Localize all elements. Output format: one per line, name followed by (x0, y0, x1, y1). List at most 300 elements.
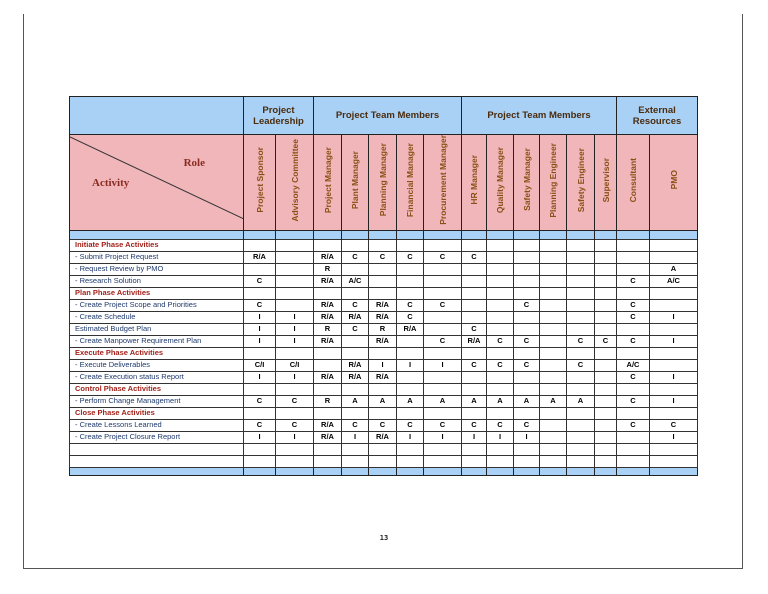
raci-cell (244, 263, 276, 275)
group-leadership: Project Leadership (244, 97, 314, 135)
raci-cell: C (342, 251, 369, 263)
raci-cell (462, 299, 487, 311)
role-name: Project Sponsor (254, 147, 265, 213)
raci-cell (514, 407, 540, 419)
role-name: Project Manager (322, 146, 333, 213)
spacer-cell (567, 230, 595, 239)
raci-cell: C (487, 419, 514, 431)
raci-cell (595, 395, 617, 407)
raci-cell (595, 347, 617, 359)
raci-cell (650, 239, 698, 251)
raci-body (70, 239, 698, 443)
raci-cell: R (369, 323, 397, 335)
raci-cell (244, 347, 276, 359)
raci-cell (342, 407, 369, 419)
activity-label: - Create Execution status Report (70, 371, 244, 383)
activity-row (70, 251, 698, 263)
raci-cell: R/A (369, 371, 397, 383)
raci-cell: I (369, 359, 397, 371)
raci-cell (514, 263, 540, 275)
raci-cell: A (342, 395, 369, 407)
raci-cell (540, 431, 567, 443)
raci-cell (462, 371, 487, 383)
raci-cell: A (487, 395, 514, 407)
raci-cell (595, 251, 617, 263)
raci-cell: C (397, 251, 424, 263)
raci-cell (567, 383, 595, 395)
raci-cell: C (617, 371, 650, 383)
raci-cell: R/A (314, 311, 342, 323)
raci-cell (514, 311, 540, 323)
raci-cell (617, 431, 650, 443)
raci-cell (540, 311, 567, 323)
raci-cell: C (462, 251, 487, 263)
raci-cell (617, 407, 650, 419)
raci-cell: C (595, 335, 617, 347)
raci-cell (567, 287, 595, 299)
raci-cell (276, 263, 314, 275)
raci-cell: I (397, 359, 424, 371)
activity-label: - Execute Deliverables (70, 359, 244, 371)
raci-cell: C (514, 419, 540, 431)
raci-cell (487, 347, 514, 359)
raci-cell (424, 239, 462, 251)
activity-label: - Create Schedule (70, 311, 244, 323)
raci-cell: I (244, 323, 276, 335)
raci-cell: I (276, 335, 314, 347)
spacer-cell (369, 230, 397, 239)
raci-cell (567, 347, 595, 359)
raci-cell (276, 347, 314, 359)
raci-cell: I (276, 311, 314, 323)
phase-label: Control Phase Activities (70, 383, 244, 395)
raci-cell (424, 407, 462, 419)
raci-cell: I (244, 335, 276, 347)
raci-cell (424, 311, 462, 323)
raci-cell (314, 359, 342, 371)
raci-cell: R (314, 395, 342, 407)
raci-cell: C (462, 323, 487, 335)
raci-cell (487, 323, 514, 335)
raci-cell (540, 239, 567, 251)
raci-cell: A (462, 395, 487, 407)
activity-row (70, 395, 698, 407)
raci-cell (369, 239, 397, 251)
raci-cell (462, 311, 487, 323)
activity-label: - Request Review by PMO (70, 263, 244, 275)
raci-cell (567, 251, 595, 263)
phase-label: Plan Phase Activities (70, 287, 244, 299)
raci-cell (369, 347, 397, 359)
raci-cell (514, 383, 540, 395)
raci-cell: I (342, 431, 369, 443)
raci-cell: A (424, 395, 462, 407)
raci-cell: I (276, 323, 314, 335)
raci-cell: R/A (342, 311, 369, 323)
raci-cell (540, 275, 567, 287)
spacer-cell (70, 230, 244, 239)
raci-cell (342, 287, 369, 299)
raci-cell (595, 407, 617, 419)
raci-cell: R/A (369, 311, 397, 323)
raci-cell (487, 311, 514, 323)
raci-cell (540, 347, 567, 359)
raci-cell (514, 323, 540, 335)
raci-cell (397, 347, 424, 359)
raci-cell (462, 407, 487, 419)
raci-cell: R/A (314, 251, 342, 263)
raci-cell (487, 299, 514, 311)
page-number: 13 (379, 534, 389, 542)
raci-cell (650, 359, 698, 371)
raci-cell (487, 287, 514, 299)
raci-cell: C (342, 419, 369, 431)
role-name: PMO (668, 170, 679, 190)
raci-cell (397, 407, 424, 419)
raci-cell: A/C (617, 359, 650, 371)
raci-cell (462, 383, 487, 395)
raci-cell (276, 287, 314, 299)
raci-cell (617, 383, 650, 395)
raci-cell: R/A (314, 335, 342, 347)
raci-cell (567, 299, 595, 311)
raci-cell: C (276, 395, 314, 407)
raci-cell (369, 287, 397, 299)
raci-cell (617, 323, 650, 335)
raci-cell: C (276, 419, 314, 431)
raci-cell (540, 359, 567, 371)
role-header (487, 135, 514, 231)
raci-cell (397, 275, 424, 287)
group-header-row (70, 97, 698, 135)
role-header (514, 135, 540, 231)
phase-row (70, 239, 698, 251)
activity-label: - Research Solution (70, 275, 244, 287)
phase-label: Close Phase Activities (70, 407, 244, 419)
raci-cell: R/A (342, 371, 369, 383)
raci-cell (595, 419, 617, 431)
raci-cell: C (462, 359, 487, 371)
raci-cell (540, 419, 567, 431)
role-header (369, 135, 397, 231)
group-external: External Resources (617, 97, 698, 135)
role-name: Supervisor (600, 157, 611, 203)
raci-cell: I (514, 431, 540, 443)
raci-cell: I (462, 431, 487, 443)
raci-cell: C (462, 419, 487, 431)
raci-cell: I (650, 335, 698, 347)
raci-cell (244, 287, 276, 299)
raci-cell: R/A (314, 431, 342, 443)
raci-cell (244, 239, 276, 251)
role-name: Planning Manager (377, 143, 388, 217)
spacer-cell (397, 230, 424, 239)
activity-label: - Submit Project Request (70, 251, 244, 263)
raci-cell (567, 431, 595, 443)
raci-cell (540, 407, 567, 419)
raci-cell (540, 299, 567, 311)
raci-cell (650, 347, 698, 359)
spacer-cell (514, 230, 540, 239)
activity-row (70, 359, 698, 371)
raci-cell: I (244, 431, 276, 443)
role-name: Safety Manager (521, 148, 532, 212)
raci-cell (276, 239, 314, 251)
spacer-cell (540, 230, 567, 239)
raci-cell: A (397, 395, 424, 407)
raci-cell (369, 263, 397, 275)
spacer-cell (487, 230, 514, 239)
role-header (314, 135, 342, 231)
activity-row (70, 299, 698, 311)
raci-cell (567, 311, 595, 323)
raci-cell (487, 383, 514, 395)
raci-cell (424, 263, 462, 275)
raci-cell: R/A (314, 275, 342, 287)
raci-cell (514, 239, 540, 251)
raci-cell (595, 263, 617, 275)
activity-label: - Create Manpower Requirement Plan (70, 335, 244, 347)
raci-matrix (69, 96, 698, 476)
raci-cell (540, 383, 567, 395)
raci-cell (369, 407, 397, 419)
role-header (595, 135, 617, 231)
raci-cell: C (369, 419, 397, 431)
raci-cell (342, 263, 369, 275)
raci-cell (617, 287, 650, 299)
raci-cell: C (424, 419, 462, 431)
raci-cell (424, 383, 462, 395)
raci-cell (397, 263, 424, 275)
raci-cell (276, 383, 314, 395)
activity-label: - Perform Change Management (70, 395, 244, 407)
role-name: Safety Engineer (575, 147, 586, 212)
raci-cell: R/A (462, 335, 487, 347)
blank-row (70, 455, 698, 467)
activity-row (70, 263, 698, 275)
role-name: Procurement Manager (437, 135, 448, 225)
raci-cell (540, 251, 567, 263)
raci-cell: A (567, 395, 595, 407)
raci-cell: C (397, 419, 424, 431)
raci-cell (314, 407, 342, 419)
raci-cell: R/A (369, 335, 397, 347)
activity-label: - Create Project Scope and Priorities (70, 299, 244, 311)
raci-cell (397, 371, 424, 383)
activity-role-corner (70, 135, 244, 231)
raci-cell (397, 287, 424, 299)
raci-cell: C (514, 299, 540, 311)
raci-cell (314, 383, 342, 395)
raci-cell (462, 239, 487, 251)
header-spacer-row (70, 230, 698, 239)
raci-cell (487, 251, 514, 263)
role-name: Advisory Committee (289, 138, 300, 222)
raci-cell: A (650, 263, 698, 275)
raci-cell: R/A (342, 359, 369, 371)
raci-cell: C (617, 275, 650, 287)
raci-cell (244, 407, 276, 419)
activity-row (70, 323, 698, 335)
raci-cell: I (650, 311, 698, 323)
activity-row (70, 335, 698, 347)
raci-cell: I (424, 431, 462, 443)
spacer-cell (424, 230, 462, 239)
role-name: Financial Manager (405, 142, 415, 217)
raci-cell: A (369, 395, 397, 407)
raci-cell (567, 239, 595, 251)
group-team-2: Project Team Members (462, 97, 617, 135)
raci-cell: C (397, 311, 424, 323)
raci-cell (595, 431, 617, 443)
raci-cell (650, 251, 698, 263)
raci-cell: A (540, 395, 567, 407)
raci-cell (487, 275, 514, 287)
blank-row (70, 443, 698, 455)
raci-cell (462, 287, 487, 299)
raci-cell: C (244, 419, 276, 431)
raci-cell (342, 347, 369, 359)
raci-cell (617, 347, 650, 359)
raci-cell (650, 323, 698, 335)
role-name: Quality Manager (495, 146, 505, 213)
phase-row (70, 407, 698, 419)
activity-row (70, 275, 698, 287)
spacer-cell (244, 230, 276, 239)
raci-cell: A (514, 395, 540, 407)
raci-cell: C (617, 419, 650, 431)
raci-cell (540, 287, 567, 299)
group-team-1: Project Team Members (314, 97, 462, 135)
raci-cell (462, 263, 487, 275)
raci-cell (462, 275, 487, 287)
raci-cell (276, 407, 314, 419)
raci-cell: R/A (244, 251, 276, 263)
activity-label: - Create Lessons Learned (70, 419, 244, 431)
role-header (567, 135, 595, 231)
spacer-cell (462, 230, 487, 239)
raci-cell (567, 263, 595, 275)
raci-cell (540, 371, 567, 383)
raci-cell: I (397, 431, 424, 443)
raci-cell (617, 239, 650, 251)
raci-cell: I (244, 311, 276, 323)
raci-cell: I (276, 431, 314, 443)
role-name: HR Manager (469, 155, 479, 205)
raci-cell: R/A (314, 371, 342, 383)
raci-cell (567, 323, 595, 335)
raci-cell: I (487, 431, 514, 443)
spacer-cell (314, 230, 342, 239)
raci-cell (617, 251, 650, 263)
raci-cell: C (424, 299, 462, 311)
raci-cell (244, 383, 276, 395)
raci-cell (369, 275, 397, 287)
raci-cell: C (244, 395, 276, 407)
raci-cell (650, 299, 698, 311)
raci-cell (617, 263, 650, 275)
raci-cell (567, 371, 595, 383)
raci-cell: C (342, 299, 369, 311)
activity-row (70, 311, 698, 323)
raci-cell: C (424, 335, 462, 347)
raci-cell: A/C (342, 275, 369, 287)
role-header (276, 135, 314, 231)
raci-cell: I (650, 395, 698, 407)
raci-cell (276, 299, 314, 311)
raci-cell (342, 335, 369, 347)
raci-cell (595, 359, 617, 371)
activity-row (70, 371, 698, 383)
raci-cell: C (342, 323, 369, 335)
raci-cell (487, 407, 514, 419)
raci-cell (595, 383, 617, 395)
raci-cell (342, 239, 369, 251)
phase-row (70, 287, 698, 299)
raci-cell: C (424, 251, 462, 263)
raci-cell (276, 275, 314, 287)
raci-cell: R/A (314, 299, 342, 311)
raci-cell: C (244, 299, 276, 311)
spacer-cell (650, 230, 698, 239)
raci-cell (462, 347, 487, 359)
raci-cell: C/I (276, 359, 314, 371)
activity-label: - Create Project Closure Report (70, 431, 244, 443)
raci-cell: I (276, 371, 314, 383)
raci-cell: C (617, 335, 650, 347)
raci-cell (314, 287, 342, 299)
role-header (462, 135, 487, 231)
raci-cell (540, 323, 567, 335)
raci-cell (567, 419, 595, 431)
role-header (617, 135, 650, 231)
raci-cell: C (487, 335, 514, 347)
role-header-row (70, 135, 698, 231)
phase-row (70, 347, 698, 359)
raci-cell (595, 323, 617, 335)
role-name: Consultant (628, 157, 638, 203)
raci-cell (424, 347, 462, 359)
raci-cell (595, 311, 617, 323)
raci-cell (650, 287, 698, 299)
raci-cell (514, 347, 540, 359)
raci-cell (397, 383, 424, 395)
raci-cell: C (514, 359, 540, 371)
raci-cell: I (424, 359, 462, 371)
spacer-cell (276, 230, 314, 239)
raci-cell (595, 287, 617, 299)
raci-cell: I (244, 371, 276, 383)
raci-cell (514, 275, 540, 287)
raci-cell (276, 251, 314, 263)
role-header (244, 135, 276, 231)
raci-cell (540, 335, 567, 347)
spacer-cell (342, 230, 369, 239)
role-header (540, 135, 567, 231)
raci-cell (595, 239, 617, 251)
group-header-blank (70, 97, 244, 135)
role-header (650, 135, 698, 231)
raci-cell (514, 287, 540, 299)
raci-cell: R (314, 263, 342, 275)
phase-label: Execute Phase Activities (70, 347, 244, 359)
raci-cell: C (617, 395, 650, 407)
role-name: Plant Manager (350, 150, 360, 209)
activity-row (70, 431, 698, 443)
raci-cell: I (650, 371, 698, 383)
raci-cell: C (244, 275, 276, 287)
activity-label: Activity (92, 177, 130, 189)
